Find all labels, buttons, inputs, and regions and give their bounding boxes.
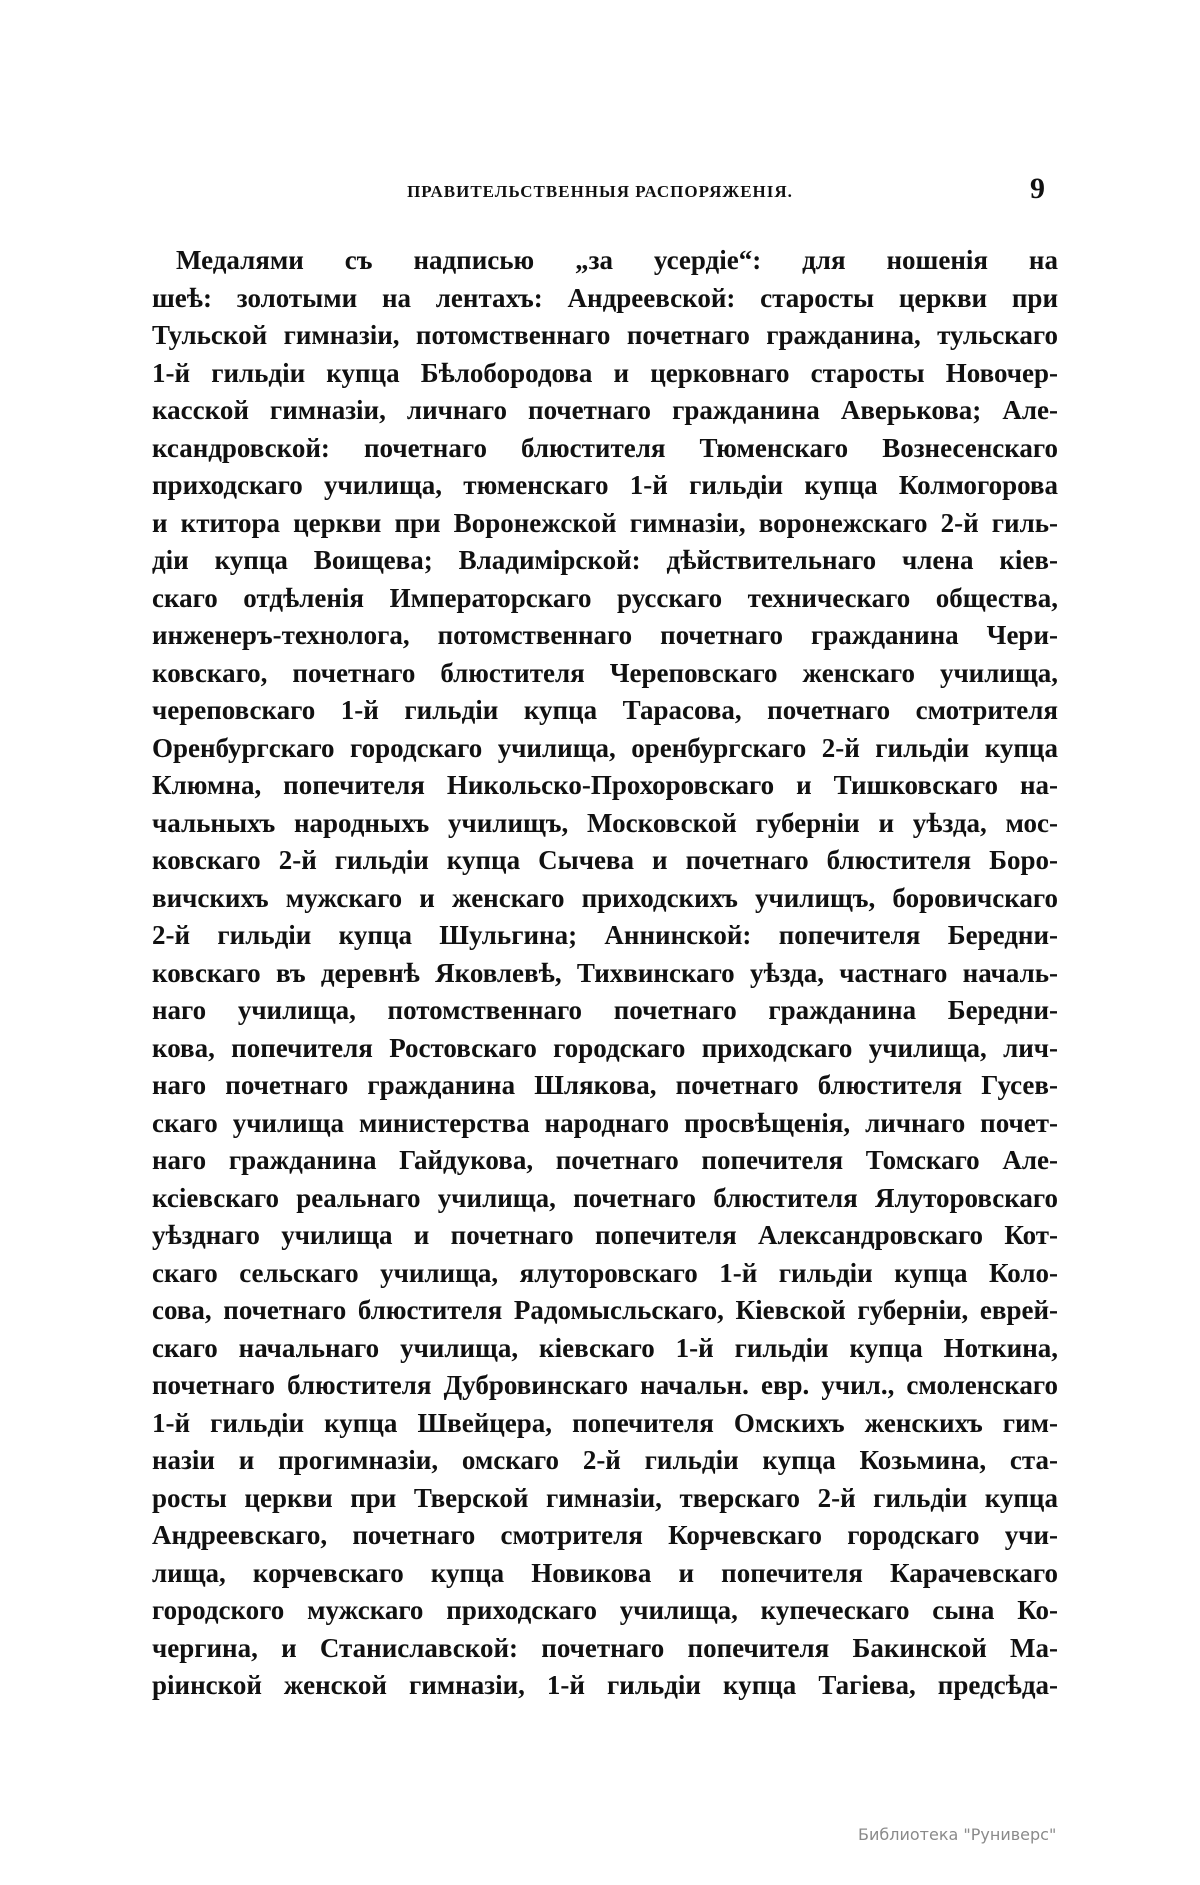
text-line: кова, попечителя Ростовскаго городскаго приходскаго училища, лич-: [152, 1032, 1058, 1063]
text-line: вичскихъ мужскаго и женскаго приходскихъ училищъ, боровичскаго: [152, 882, 1058, 913]
text-line: ксіевскаго реальнаго училища, почетнаго блюстителя Ялуторовскаго: [152, 1182, 1058, 1213]
running-title: ПРАВИТЕЛЬСТВЕННЫЯ РАСПОРЯЖЕНІЯ.: [407, 182, 793, 201]
text-line: назіи и прогимназіи, омскаго 2-й гильдіи купца Козьмина, ста-: [152, 1445, 1058, 1475]
text-line: череповскаго 1-й гильдіи купца Тарасова, почетнаго смотрителя: [152, 695, 1058, 725]
text-line: ковскаго, почетнаго блюстителя Череповскаго женскаго училища,: [152, 657, 1058, 688]
body-text: [152, 242, 1058, 1705]
text-line: 2-й гильдіи купца Шульгина; Аннинской: попечителя Бередни-: [152, 920, 1058, 950]
text-line: скаго училища министерства народнаго просвѣщенія, личнаго почет-: [152, 1107, 1058, 1138]
text-line: ксандровской: почетнаго блюстителя Тюменскаго Вознесенскаго: [152, 432, 1058, 463]
text-line: сова, почетнаго блюстителя Радомысльскаго, Кіевской губерніи, еврей-: [152, 1295, 1058, 1325]
text-line: наго гражданина Гайдукова, почетнаго попечителя Томскаго Але-: [152, 1145, 1058, 1175]
text-line: 1-й гильдіи купца Швейцера, попечителя Омскихъ женскихъ гим-: [152, 1407, 1058, 1438]
text-line: скаго начальнаго училища, кіевскаго 1-й гильдіи купца Ноткина,: [152, 1332, 1058, 1363]
text-line: ріинской женской гимназіи, 1-й гильдіи купца Тагіева, предсѣда-: [152, 1670, 1058, 1700]
text-line: инженеръ-технолога, потомственнаго почетнаго гражданина Чери-: [152, 620, 1058, 650]
text-line: почетнаго блюстителя Дубровинскаго начальн. евр. учил., смоленскаго: [152, 1370, 1058, 1400]
library-watermark: Библиотека "Руниверс": [858, 1825, 1057, 1844]
text-line: скаго сельскаго училища, ялуторовскаго 1-й гильдіи купца Коло-: [152, 1257, 1058, 1288]
text-line: наго почетнаго гражданина Шлякова, почетнаго блюстителя Гусев-: [152, 1070, 1058, 1100]
text-line: уѣзднаго училища и почетнаго попечителя Александровскаго Кот-: [152, 1220, 1058, 1250]
text-line: скаго отдѣленія Императорскаго русскаго техническаго общества,: [152, 582, 1058, 613]
text-line: наго училища, потомственнаго почетнаго гражданина Бередни-: [152, 995, 1058, 1025]
text-line: чальныхъ народныхъ училищъ, Московской губерніи и уѣзда, мос-: [152, 807, 1058, 838]
text-line: ковскаго въ деревнѣ Яковлевѣ, Тихвинскаго уѣзда, частнаго началь-: [152, 957, 1058, 988]
text-line: діи купца Воищева; Владимірской: дѣйствительнаго члена кіев-: [152, 545, 1058, 575]
text-line: чергина, и Станиславской: почетнаго попечителя Бакинской Ма-: [152, 1632, 1058, 1663]
page-number: 9: [1030, 172, 1045, 205]
text-line: Оренбургскаго городскаго училища, оренбургскаго 2-й гильдіи купца: [152, 732, 1058, 763]
text-line: ковскаго 2-й гильдіи купца Сычева и почетнаго блюстителя Боро-: [152, 845, 1058, 875]
text-line: лища, корчевскаго купца Новикова и попечителя Карачевскаго: [152, 1557, 1058, 1588]
text-line: росты церкви при Тверской гимназіи, тверскаго 2-й гильдіи купца: [152, 1482, 1058, 1513]
text-line: и ктитора церкви при Воронежской гимназіи, воронежскаго 2-й гиль-: [152, 507, 1058, 538]
text-line: Клюмна, попечителя Никольско-Прохоровскаго и Тишковскаго на-: [152, 770, 1058, 800]
text-line: Тульской гимназіи, потомственнаго почетнаго гражданина, тульскаго: [152, 320, 1058, 350]
text-line: приходскаго училища, тюменскаго 1-й гильдіи купца Колмогорова: [152, 470, 1058, 500]
text-line: шеѣ: золотыми на лентахъ: Андреевской: старосты церкви при: [152, 282, 1058, 313]
text-line: Андреевскаго, почетнаго смотрителя Корчевскаго городскаго учи-: [152, 1520, 1058, 1550]
text-line: касской гимназіи, личнаго почетнаго гражданина Аверькова; Але-: [152, 395, 1058, 425]
text-line: 1-й гильдіи купца Бѣлобородова и церковнаго старосты Новочер-: [152, 357, 1058, 388]
text-line: Медалями съ надписью „за усердіе“: для ношенія на: [176, 245, 1058, 275]
text-line: городского мужскаго приходскаго училища, купеческаго сына Ко-: [152, 1595, 1058, 1625]
